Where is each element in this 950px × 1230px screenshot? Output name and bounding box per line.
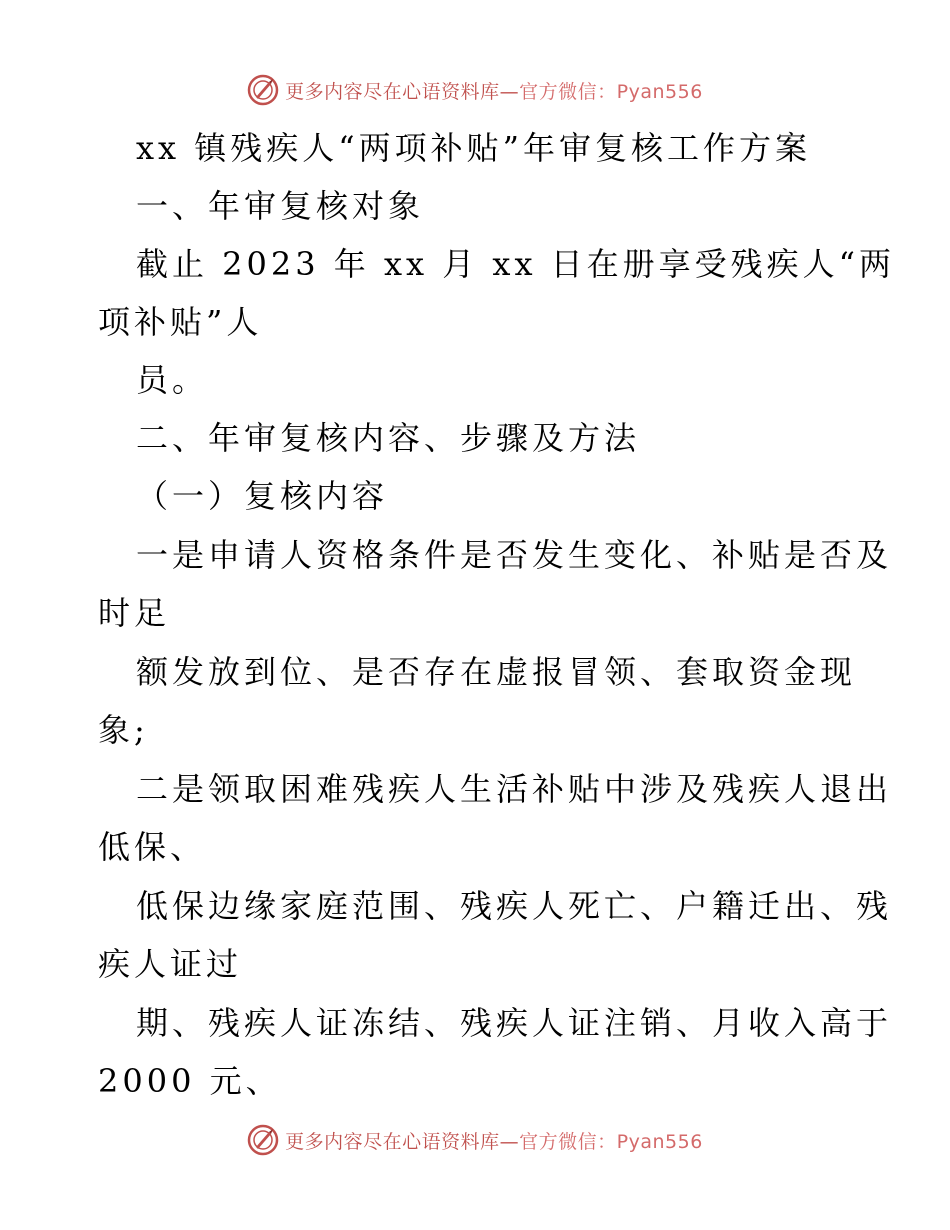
paragraph-line: 时足 — [98, 594, 171, 632]
paragraph-line: 员。 — [136, 361, 209, 399]
paragraph-line: 二是领取困难残疾人生活补贴中涉及残疾人退出 — [136, 770, 893, 808]
header-banner — [0, 70, 950, 110]
paragraph-line: 象; — [98, 711, 149, 749]
quill-logo-icon — [247, 1124, 279, 1156]
footer-banner — [0, 1120, 950, 1160]
paragraph-line: 截止 2023 年 xx 月 xx 日在册享受残疾人“两 — [136, 245, 896, 283]
paragraph-line: 一是申请人资格条件是否发生变化、补贴是否及 — [136, 536, 893, 574]
subsection-heading: （一）复核内容 — [136, 477, 389, 515]
paragraph-line: 疾人证过 — [98, 945, 243, 983]
paragraph-line: 低保、 — [98, 828, 207, 866]
paragraph-line: 2000 元、 — [98, 1062, 282, 1100]
banner-text: 更多内容尽在心语资料库—官方微信：Pyan556 — [285, 1130, 703, 1153]
section-heading: 二、年审复核内容、步骤及方法 — [136, 419, 641, 457]
paragraph-line: 项补贴”人 — [98, 303, 263, 341]
section-heading: 一、年审复核对象 — [136, 187, 425, 225]
paragraph-line: 额发放到位、是否存在虚报冒领、套取资金现 — [136, 653, 857, 691]
document-title: xx 镇残疾人“两项补贴”年审复核工作方案 — [136, 129, 811, 167]
paragraph-line: 低保边缘家庭范围、残疾人死亡、户籍迁出、残 — [136, 887, 893, 925]
paragraph-line: 期、残疾人证冻结、残疾人证注销、月收入高于 — [136, 1004, 893, 1042]
quill-logo-icon — [247, 74, 279, 106]
banner-text: 更多内容尽在心语资料库—官方微信：Pyan556 — [285, 80, 703, 103]
